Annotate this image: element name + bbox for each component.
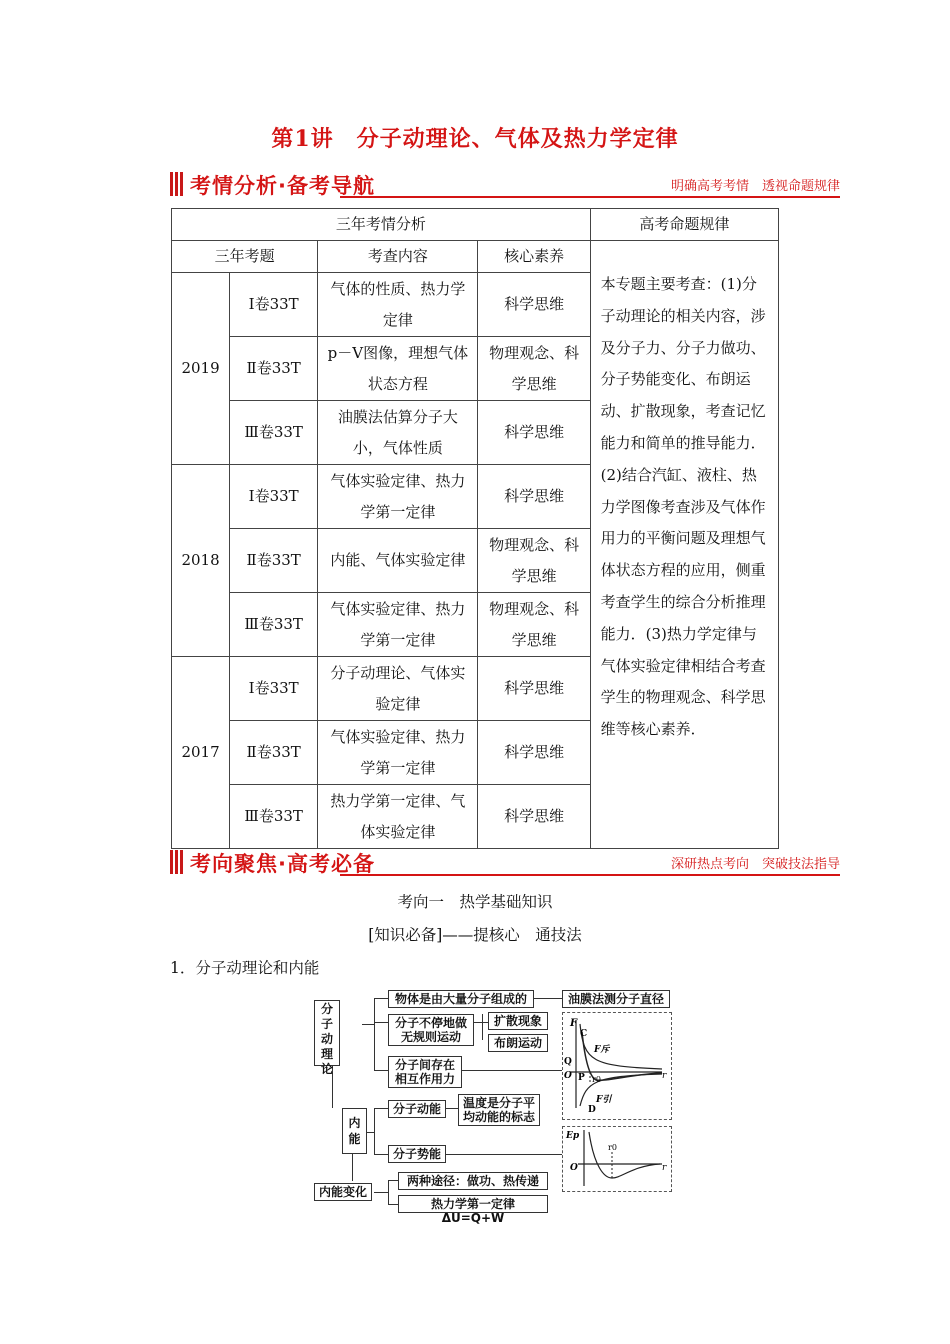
diagram-node: 分子动能 (388, 1100, 446, 1118)
connector (388, 1204, 398, 1205)
literacy-cell: 物理观念、科学思维 (478, 529, 590, 593)
topic-heading: 考向一 热学基础知识 (397, 893, 553, 911)
content-cell: 分子动理论、气体实验定律 (318, 657, 478, 721)
section-heading: 考向聚焦·高考必备 (190, 852, 375, 876)
paper-cell: Ⅰ卷33T (230, 273, 318, 337)
col-header-literacy: 核心素养 (478, 241, 590, 273)
literacy-cell: 科学思维 (478, 401, 590, 465)
content-cell: 气体实验定律、热力学第一定律 (318, 721, 478, 785)
content-cell: 气体实验定律、热力学第一定律 (318, 593, 478, 657)
point-label-D: D (588, 1105, 596, 1115)
literacy-cell: 科学思维 (478, 657, 590, 721)
connector (374, 998, 388, 999)
year-cell: 2019 (172, 273, 230, 465)
section-heading: 考情分析·备考导航 (190, 174, 375, 198)
section-header-focus (170, 848, 840, 876)
section-marker (170, 850, 184, 874)
point-label-Q: Q (564, 1057, 572, 1067)
diagram-node: 物体是由大量分子组成的 (388, 990, 534, 1008)
year-cell: 2017 (172, 657, 230, 849)
origin-label: O (564, 1071, 572, 1081)
axis-label-r: r (662, 1163, 667, 1173)
section-tagline: 深研热点考向 突破技法指导 (670, 857, 840, 872)
section-marker (170, 172, 184, 196)
point-label-P: P (578, 1073, 585, 1083)
paper-cell: Ⅰ卷33T (230, 657, 318, 721)
col-header-year: 三年考题 (172, 241, 318, 273)
force-graph (562, 1012, 672, 1120)
diagram-node: 分子间存在相互作用力 (388, 1056, 462, 1088)
literacy-cell: 科学思维 (478, 273, 590, 337)
literacy-cell: 科学思维 (478, 785, 590, 849)
content-cell: p－V图像，理想气体状态方程 (318, 337, 478, 401)
connector (362, 1024, 374, 1025)
concept-diagram (312, 984, 674, 1225)
axis-label-r: r (662, 1071, 667, 1081)
diagram-node: 热力学第一定律ΔU=Q+W (398, 1195, 548, 1213)
section-header-analysis (170, 170, 840, 198)
axis-label-F: F (570, 1018, 578, 1029)
diagram-node: 两种途径：做功、热传递 (398, 1172, 548, 1190)
connector (374, 1192, 388, 1193)
connector (388, 1180, 398, 1181)
paper-cell: Ⅰ卷33T (230, 465, 318, 529)
connector (388, 1180, 389, 1204)
curve-label-attraction: F引 (596, 1095, 612, 1105)
diagram-node: 内能变化 (314, 1183, 372, 1201)
connector (367, 1132, 374, 1133)
connector (474, 1022, 488, 1023)
connector (374, 1070, 388, 1071)
potential-graph (562, 1126, 672, 1192)
connector (534, 998, 562, 999)
content-cell: 气体的性质、热力学定律 (318, 273, 478, 337)
knowledge-heading: [知识必备]——提核心 通技法 (368, 926, 582, 944)
literacy-cell: 物理观念、科学思维 (478, 593, 590, 657)
paper-cell: Ⅱ卷33T (230, 337, 318, 401)
connector (374, 1108, 388, 1109)
diagram-node: 油膜法测分子直径 (562, 990, 670, 1008)
connector (482, 1014, 483, 1040)
theory-box: 分子动理论 (314, 1000, 340, 1066)
diagram-node: 分子势能 (388, 1145, 446, 1163)
connector (374, 1022, 388, 1023)
diagram-node: 分子不停地做无规则运动 (388, 1014, 474, 1046)
content-cell: 内能、气体实验定律 (318, 529, 478, 593)
content-cell: 热力学第一定律、气体实验定律 (318, 785, 478, 849)
col-header-content: 考查内容 (318, 241, 478, 273)
literacy-cell: 物理观念、科学思维 (478, 337, 590, 401)
content-cell: 气体实验定律、热力学第一定律 (318, 465, 478, 529)
paper-cell: Ⅲ卷33T (230, 593, 318, 657)
literacy-cell: 科学思维 (478, 721, 590, 785)
r0-label: r0 (592, 1075, 601, 1084)
content-cell: 油膜法估算分子大小，气体性质 (318, 401, 478, 465)
connector (446, 1108, 458, 1109)
table-header-right: 高考命题规律 (590, 209, 778, 241)
exam-rule-text: 本专题主要考查：(1)分子动理论的相关内容，涉及分子力、分子力做功、分子势能变化、布朗运动、扩散现象，考查记忆能力和简单的推导能力．(2)结合汽缸、液柱、热力学图像考查涉及气体作用力的平衡问题及理想气体状态方程的应用，侧重考查学生的综合分析推理能力．(3)热力学定律与气体实验定律相结合考查学生的物理观念、科学思维等核心素养． (590, 241, 778, 849)
year-cell: 2018 (172, 465, 230, 657)
paper-cell: Ⅱ卷33T (230, 721, 318, 785)
connector (374, 1108, 375, 1154)
point-label-C: C (580, 1029, 588, 1039)
diagram-node: 温度是分子平均动能的标志 (458, 1094, 540, 1126)
origin-label: O (570, 1163, 578, 1173)
connector (374, 998, 375, 1070)
section-rule (340, 196, 840, 198)
paper-cell: Ⅲ卷33T (230, 401, 318, 465)
connector (374, 1154, 388, 1155)
r0-label: r0 (608, 1143, 617, 1152)
table-header-left: 三年考情分析 (172, 209, 591, 241)
section-tagline: 明确高考考情 透视命题规律 (670, 179, 840, 194)
exam-analysis-table (171, 208, 779, 849)
connector (446, 1154, 562, 1155)
curve-label-repulsion: F斥 (594, 1045, 610, 1055)
item-heading: 1．分子动理论和内能 (170, 959, 320, 977)
axis-label-Ep: Ep (566, 1131, 580, 1141)
connector (462, 1070, 562, 1071)
paper-cell: Ⅲ卷33T (230, 785, 318, 849)
diagram-node: 布朗运动 (488, 1034, 548, 1052)
paper-cell: Ⅱ卷33T (230, 529, 318, 593)
section-rule (340, 874, 840, 876)
diagram-node: 扩散现象 (488, 1012, 548, 1030)
literacy-cell: 科学思维 (478, 465, 590, 529)
page-title: 第1讲 分子动理论、气体及热力学定律 (271, 126, 679, 152)
internal-energy-box: 内能 (342, 1108, 367, 1154)
